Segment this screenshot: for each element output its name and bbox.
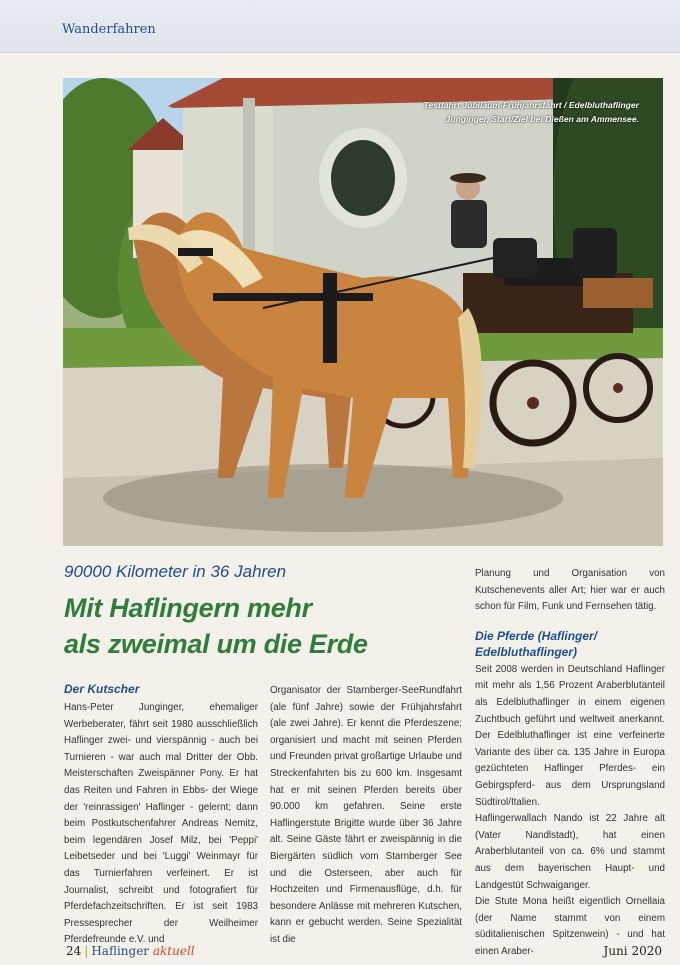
subheading-kutscher: Der Kutscher — [64, 682, 140, 696]
column-2-text: Organisator der Starnberger-SeeRundfahrt (ale fünf Jahre) sowie der Frühjahrsfahrt (ale zwei Jahre). Er kennt die Pferdeszene; organisiert und macht mit seinen Pferden und Freunden privat großartige Urlaube und Streckenfahrten bis zu 600 km. Insgesamt hat er mit seinen Pferden bereits über 90.000 km gefahren. Seine erste Haflingerstute Brigitte wurde über 36 Jahre alt. Seine Gäste fährt er zweispännig in die Biergärten südlich vom Starnberger See und die Osterseen, aber auch für Hochzeiten und Firmenausflüge, d.h. für besondere Anlässe mit mehreren Kutschen, kann er gebucht werden. Seine Spezialität ist die — [270, 685, 462, 945]
column-1-text: Hans-Peter Junginger, ehemaliger Werbeberater, fährt seit 1980 ausschließlich Haflinger zwei- und vierspännig - auch bei Turnieren - war auch mal Dritter der Obb. Meisterschaften Zweispänner Pony. Er hat das Reiten und Fahren in Ebbs- der Wiege der 'reinrassigen' Haflinger - gelernt; dann beim Postkutschenfahrer Andreas Nemitz, beim legendären Josef Milz, bei 'Peppi' Leibetseder und bei 'Luggi' Weinmayr für das Turnierfahren verfeinert. Er ist Journalist, schreibt und fotografiert für Pferdefachzeitschriften. Er ist seit 1983 Pressesprecher der Weilheimer Pferdefreunde e.V. und — [64, 702, 258, 946]
magazine-name — [91, 944, 194, 958]
column-3-paragraph-2: Haflingerwallach Nando ist 22 Jahre alt (Vater Nandlstadt), hat einen Araberblutanteil von ca. 6% und stammt aus dem bayerischen Haupt- und Landgestüt Schwaiganger. — [475, 813, 665, 891]
article-kicker: 90000 Kilometer in 36 Jahren — [64, 562, 287, 581]
column-2 — [270, 683, 462, 949]
issue-date: Juni 2020 — [603, 944, 662, 958]
section-label: Wanderfahren — [62, 22, 156, 37]
column-3-paragraph-1: Seit 2008 werden in Deutschland Haflinger mit mehr als 1,56 Prozent Araberblutanteil als Edelbluthaflinger in einem eigenen Zuchtbuch geführt und weltweit anerkannt. Der Edelbluthaflinger ist eine verfeinerte Variante des über ca. 135 Jahre in Europa gezüchteten Haflinger Pferdes- ein Gebirgspferd- aus dem Ursprungsland Südtirol/Italien. — [475, 663, 665, 808]
magazine-name-main: Haflinger — [91, 944, 150, 958]
headline-line-2: als zweimal um die Erde — [64, 629, 368, 659]
footer-separator: | — [84, 944, 89, 958]
photo-caption — [399, 98, 639, 126]
magazine-name-italic: aktuell — [152, 944, 195, 958]
subheading-pferde-line-1: Die Pferde (Haflinger/ — [475, 628, 598, 643]
subheading-pferde-line-2: Edelbluthaflinger) — [475, 644, 577, 659]
photo-caption-line-1: Testfahrt Jubiläum-Frühjahrsfahrt / Edelbluthaflinger — [423, 100, 639, 110]
column-3-paragraph-3: Die Stute Mona heißt eigentlich Ornellaia (der Name stammt von einem süditalienischen Spitzenwein) - und hat einen Araber- — [475, 896, 665, 957]
horse-carriage-photo — [63, 78, 663, 546]
article-photo — [63, 78, 663, 546]
column-3 — [475, 566, 665, 960]
article-headline — [64, 590, 464, 662]
page-number: 24 — [66, 944, 82, 958]
subheading-pferde — [475, 628, 665, 660]
column-1 — [64, 700, 258, 949]
footer-left — [66, 944, 195, 958]
photo-caption-line-2: Junginger, Start/Ziel bei Dießen am Ammensee. — [445, 114, 639, 124]
headline-line-1: Mit Haflingern mehr — [64, 593, 312, 623]
column-3-intro: Planung und Organisation von Kutschenevents aller Art; hier war er auch schon für Film, Funk und Fernsehen tätig. — [475, 568, 665, 613]
